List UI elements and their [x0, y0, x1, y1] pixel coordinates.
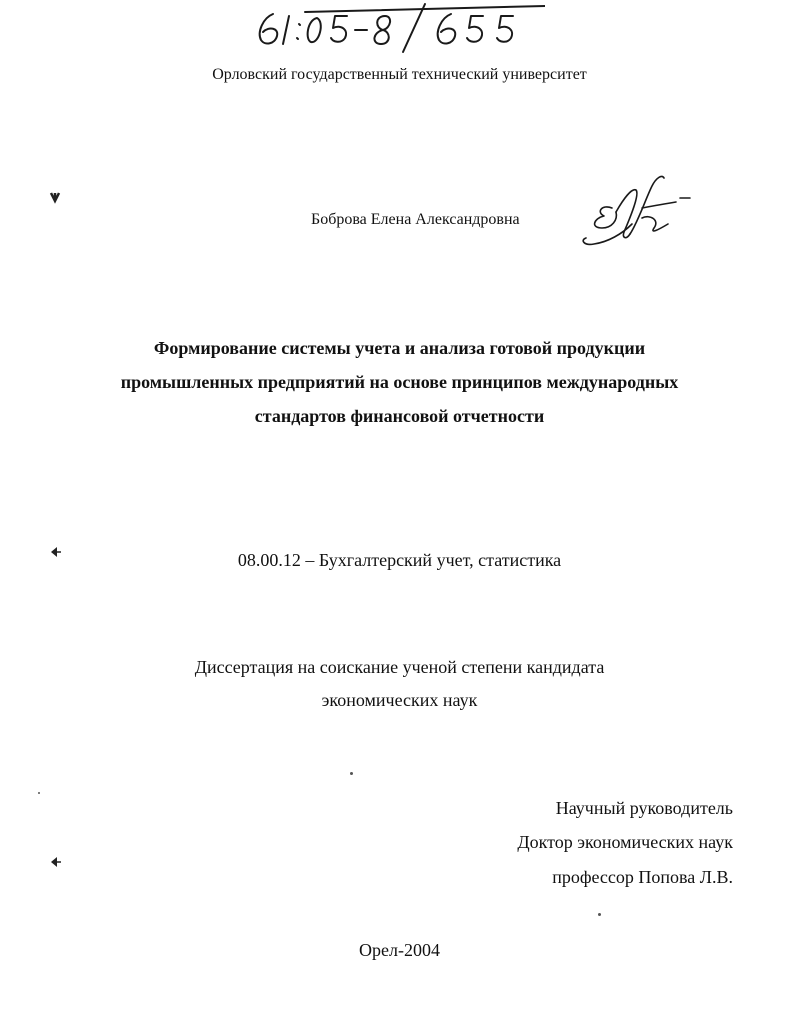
- thesis-title-line: Формирование системы учета и анализа готовой продукции: [153, 338, 646, 358]
- university-name: Орловский государственный технический университет: [212, 66, 587, 83]
- city-year: Орел-2004: [359, 940, 440, 960]
- degree-line: экономических наук: [321, 690, 478, 710]
- margin-mark-icon: [48, 190, 62, 204]
- handwritten-archive-number: [245, 0, 545, 56]
- supervisor-line: Доктор экономических наук: [517, 832, 733, 852]
- supervisor-line: Научный руководитель: [555, 798, 733, 818]
- thesis-title-line: промышленных предприятий на основе принципов международных: [120, 372, 679, 392]
- signature-image: [572, 168, 702, 258]
- thesis-title-line: стандартов финансовой отчетности: [254, 406, 545, 426]
- scan-speck: [38, 792, 40, 794]
- margin-mark-icon: [48, 855, 62, 869]
- author-name: Боброва Елена Александровна: [311, 211, 520, 228]
- degree-line: Диссертация на соискание ученой степени кандидата: [194, 657, 605, 677]
- specialty-code: 08.00.12 – Бухгалтерский учет, статистика: [237, 550, 562, 570]
- scan-speck: [598, 913, 601, 916]
- supervisor-line: профессор Попова Л.В.: [552, 867, 733, 887]
- scan-speck: [350, 772, 353, 775]
